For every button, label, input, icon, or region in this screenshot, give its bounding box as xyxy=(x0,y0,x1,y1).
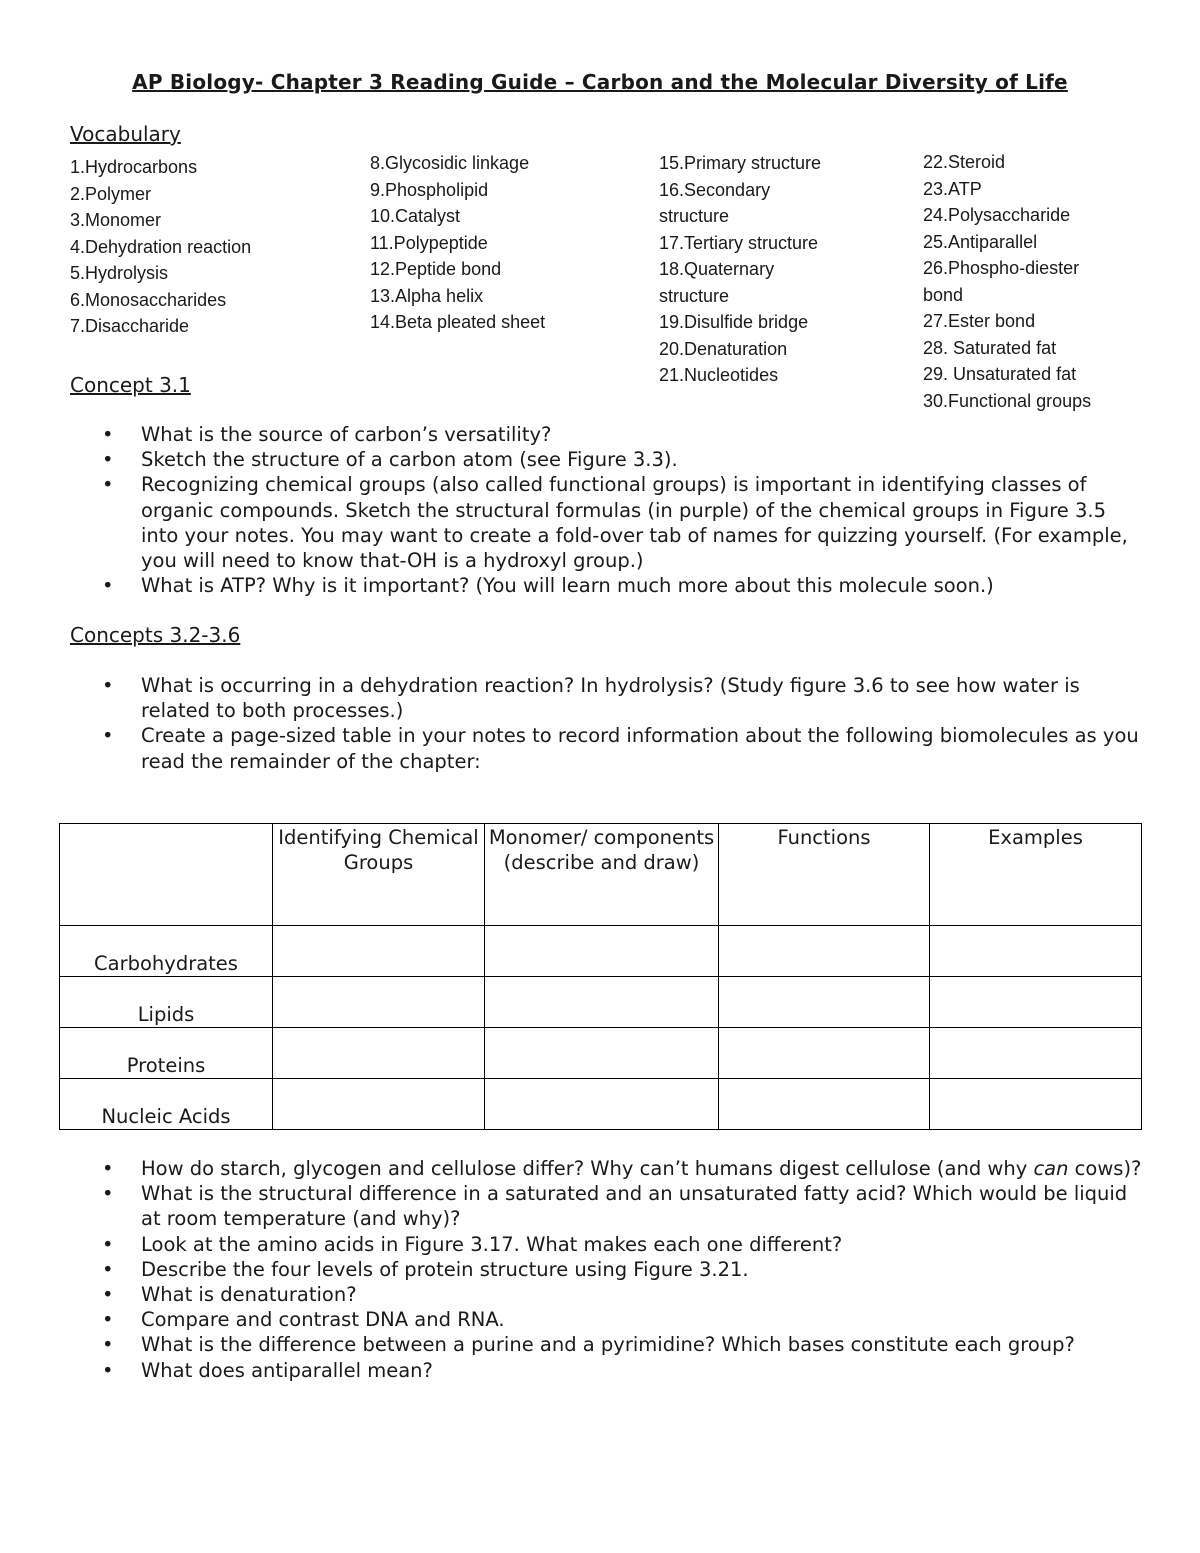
vocab-term: 24.Polysaccharide xyxy=(923,205,1071,225)
table-cell[interactable] xyxy=(485,977,719,1028)
table-cell[interactable] xyxy=(719,926,930,977)
vocab-term: 6.Monosaccharides xyxy=(70,289,227,310)
vocab-term: 30.Functional groups xyxy=(923,390,1092,411)
questions-list xyxy=(102,1156,1142,1383)
vocab-term: 25.Antiparallel xyxy=(923,231,1038,252)
vocab-term: 27.Ester bond xyxy=(923,311,1036,331)
table-header-cell: Examples xyxy=(930,824,1142,926)
vocab-term: 29. Unsaturated fat xyxy=(923,364,1077,384)
vocab-term: 2.Polymer xyxy=(70,183,152,204)
row-label: Lipids xyxy=(60,977,273,1028)
vocab-term: 18.Quaternary xyxy=(659,259,775,279)
list-item: • Compare and contrast DNA and RNA. xyxy=(102,1307,1142,1332)
table-header-cell: Monomer/ components (describe and draw) xyxy=(485,824,719,926)
vocab-term: 16.Secondary xyxy=(659,179,771,200)
list-item: • What is denaturation? xyxy=(102,1282,1142,1307)
list-item: • Describe the four levels of protein structure using Figure 3.21. xyxy=(102,1257,1142,1282)
vocab-term: 19.Disulfide bridge xyxy=(659,312,809,332)
list-item: • What is the structural difference in a saturated and an unsaturated fatty acid? Which would be liquid at room temperature (and why)? xyxy=(102,1181,1142,1231)
table-cell[interactable] xyxy=(719,1028,930,1079)
vocab-term: 26.Phospho-diester xyxy=(923,258,1080,278)
list-item: • What is the difference between a purine and a pyrimidine? Which bases constitute each group? xyxy=(102,1332,1142,1357)
vocab-term: 28. Saturated fat xyxy=(923,337,1057,358)
list-item: • Create a page-sized table in your notes to record information about the following biomolecules as you read the remainder of the chapter: xyxy=(102,723,1142,773)
list-item: • What does antiparallel mean? xyxy=(102,1358,1142,1383)
vocabulary-heading: Vocabulary xyxy=(70,122,181,146)
vocab-term: bond xyxy=(923,284,964,305)
vocab-column-3 xyxy=(659,150,821,389)
vocab-term: 11.Polypeptide xyxy=(370,232,488,253)
table-cell[interactable] xyxy=(485,926,719,977)
table-cell[interactable] xyxy=(930,926,1142,977)
biomolecule-table xyxy=(59,823,1142,1130)
table-cell[interactable] xyxy=(930,1079,1142,1130)
vocab-term: 17.Tertiary structure xyxy=(659,232,819,253)
vocab-term: 4.Dehydration reaction xyxy=(70,236,252,257)
vocab-term: 10.Catalyst xyxy=(370,206,461,226)
table-cell[interactable] xyxy=(719,977,930,1028)
list-item: • Sketch the structure of a carbon atom (see Figure 3.3). xyxy=(102,447,1142,472)
vocab-term: 14.Beta pleated sheet xyxy=(370,312,546,332)
table-header-cell: Functions xyxy=(719,824,930,926)
vocab-term: 20.Denaturation xyxy=(659,338,788,359)
row-label: Proteins xyxy=(60,1028,273,1079)
vocab-term: 8.Glycosidic linkage xyxy=(370,153,530,173)
list-item: • Look at the amino acids in Figure 3.17. What makes each one different? xyxy=(102,1232,1142,1257)
vocab-term: 9.Phospholipid xyxy=(370,179,489,200)
row-label: Carbohydrates xyxy=(60,926,273,977)
concept-3-1-heading: Concept 3.1 xyxy=(70,373,191,397)
table-cell[interactable] xyxy=(273,1079,485,1130)
vocab-term: 22.Steroid xyxy=(923,152,1006,172)
concepts-3-2-3-6-heading: Concepts 3.2-3.6 xyxy=(70,623,241,647)
table-row xyxy=(60,926,1142,977)
table-cell[interactable] xyxy=(930,1028,1142,1079)
table-cell[interactable] xyxy=(485,1028,719,1079)
list-item: • What is the source of carbon’s versatility? xyxy=(102,422,1142,447)
table-cell[interactable] xyxy=(930,977,1142,1028)
vocab-term: 23.ATP xyxy=(923,178,982,199)
table-row xyxy=(60,977,1142,1028)
row-label: Nucleic Acids xyxy=(60,1079,273,1130)
table-row xyxy=(60,1079,1142,1130)
emphasis-text: can xyxy=(1033,1157,1069,1180)
table-row xyxy=(60,1028,1142,1079)
list-item xyxy=(102,1156,1142,1181)
table-header-row xyxy=(60,824,1142,926)
vocab-term: 21.Nucleotides xyxy=(659,365,779,385)
vocab-term: 5.Hydrolysis xyxy=(70,263,169,283)
vocab-term: 7.Disaccharide xyxy=(70,316,190,336)
concepts-3-2-3-6-list xyxy=(102,673,1142,774)
vocab-column-2 xyxy=(370,150,545,336)
table-cell[interactable] xyxy=(485,1079,719,1130)
vocab-term: 12.Peptide bond xyxy=(370,259,502,279)
concept-3-1-list xyxy=(102,422,1142,598)
vocab-term: 1.Hydrocarbons xyxy=(70,157,198,177)
vocab-column-1 xyxy=(70,154,251,340)
table-header-cell: Identifying Chemical Groups xyxy=(273,824,485,926)
table-cell[interactable] xyxy=(719,1079,930,1130)
question-text: cows)? xyxy=(1068,1157,1142,1180)
vocab-column-4 xyxy=(923,149,1091,414)
vocab-term: 3.Monomer xyxy=(70,210,162,230)
table-header-cell xyxy=(60,824,273,926)
list-item: • What is occurring in a dehydration reaction? In hydrolysis? (Study figure 3.6 to see how water is related to both processes.) xyxy=(102,673,1142,723)
vocab-term: 15.Primary structure xyxy=(659,153,822,173)
table-cell[interactable] xyxy=(273,1028,485,1079)
list-item: • What is ATP? Why is it important? (You will learn much more about this molecule soon.) xyxy=(102,573,1142,598)
list-item: • Recognizing chemical groups (also called functional groups) is important in identifying classes of organic compounds. Sketch the structural formulas (in purple) of the chemical groups in Figure 3.5 into your notes. You may want to create a fold-over tab of names for quizzing yourself. (For example, you will need to know that-OH is a hydroxyl group.) xyxy=(102,472,1142,573)
page-title: AP Biology- Chapter 3 Reading Guide – Carbon and the Molecular Diversity of Life xyxy=(132,70,1068,94)
vocab-term: structure xyxy=(659,285,730,306)
table-cell[interactable] xyxy=(273,926,485,977)
vocab-term: 13.Alpha helix xyxy=(370,285,484,306)
vocab-term: structure xyxy=(659,206,730,226)
table-cell[interactable] xyxy=(273,977,485,1028)
question-text: How do starch, glycogen and cellulose differ? Why can’t humans digest cellulose (and why xyxy=(141,1157,1034,1180)
